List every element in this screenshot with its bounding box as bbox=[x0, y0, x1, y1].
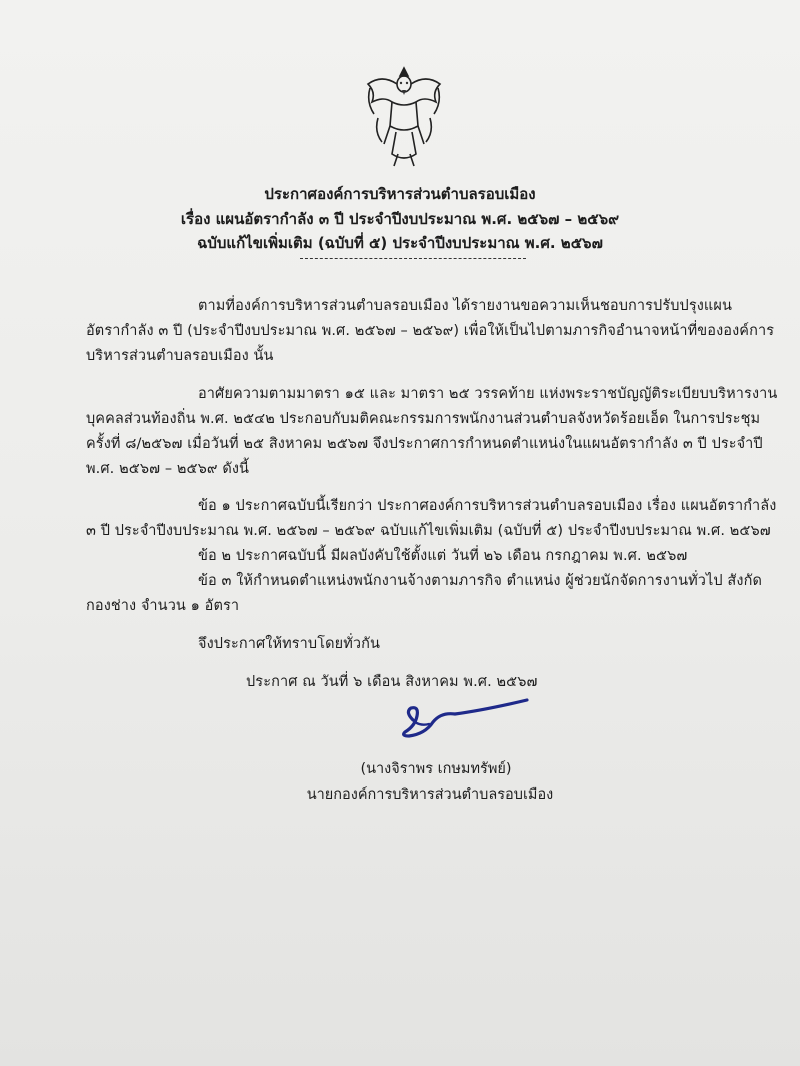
announcement-title: ประกาศองค์การบริหารส่วนตำบลรอบเมือง bbox=[264, 185, 536, 203]
clause-1: ข้อ ๑ ประกาศฉบับนี้เรียกว่า ประกาศองค์การบริหารส่วนตำบลรอบเมือง เรื่อง แผนอัตรากำลัง bbox=[198, 498, 777, 514]
announcement-edition: ฉบับแก้ไขเพิ่มเติม (ฉบับที่ ๕) ประจำปีงบประมาณ พ.ศ. ๒๕๖๗ bbox=[197, 234, 603, 252]
header-divider bbox=[300, 258, 526, 259]
body-line: บุคคลส่วนท้องถิ่น พ.ศ. ๒๕๔๒ ประกอบกับมติคณะกรรมการพนักงานส่วนตำบลจังหวัดร้อยเอ็ด ในการประชุม bbox=[86, 411, 761, 427]
clause-1: ๓ ปี ประจำปีงบประมาณ พ.ศ. ๒๕๖๗ – ๒๕๖๙ ฉบับแก้ไขเพิ่มเติม (ฉบับที่ ๕) ประจำปีงบประมาณ พ.ศ. ๒๕๖๗ bbox=[86, 523, 771, 539]
announcement-subject: เรื่อง แผนอัตรากำลัง ๓ ปี ประจำปีงบประมาณ พ.ศ. ๒๕๖๗ – ๒๕๖๙ bbox=[180, 210, 620, 228]
clause-3: กองช่าง จำนวน ๑ อัตรา bbox=[86, 598, 240, 614]
signatory-name: (นางจิราพร เกษมทรัพย์) bbox=[360, 761, 512, 777]
body-line: พ.ศ. ๒๕๖๗ – ๒๕๖๙ ดังนี้ bbox=[86, 461, 250, 477]
body-line: อาศัยความตามมาตรา ๑๕ และ มาตรา ๒๕ วรรคท้าย แห่งพระราชบัญญัติระเบียบบริหารงาน bbox=[198, 386, 778, 402]
body-line: อัตรากำลัง ๓ ปี (ประจำปีงบประมาณ พ.ศ. ๒๕๖๗ – ๒๕๖๙) เพื่อให้เป็นไปตามภารกิจอำนาจหน้าที่ขององค์การ bbox=[86, 323, 775, 339]
body-line: ครั้งที่ ๘/๒๕๖๗ เมื่อวันที่ ๒๕ สิงหาคม ๒๕๖๗ จึงประกาศการกำหนดตำแหน่งในแผนอัตรากำลัง ๓ ปี ประจำปี bbox=[86, 436, 763, 452]
clause-2: ข้อ ๒ ประกาศฉบับนี้ มีผลบังคับใช้ตั้งแต่ วันที่ ๒๖ เดือน กรกฎาคม พ.ศ. ๒๕๖๗ bbox=[198, 548, 688, 564]
body-line: บริหารส่วนตำบลรอบเมือง นั้น bbox=[86, 348, 274, 364]
closing-line: จึงประกาศให้ทราบโดยทั่วกัน bbox=[198, 636, 381, 652]
clause-3: ข้อ ๓ ให้กำหนดตำแหน่งพนักงานจ้างตามภารกิจ ตำแหน่ง ผู้ช่วยนักจัดการงานทั่วไป สังกัด bbox=[198, 573, 762, 589]
handwritten-signature bbox=[395, 698, 535, 748]
date-line: ประกาศ ณ วันที่ ๖ เดือน สิงหาคม พ.ศ. ๒๕๖๗ bbox=[246, 674, 538, 690]
signatory-position: นายกองค์การบริหารส่วนตำบลรอบเมือง bbox=[306, 787, 554, 803]
body-line: ตามที่องค์การบริหารส่วนตำบลรอบเมือง ได้รายงานขอความเห็นชอบการปรับปรุงแผน bbox=[198, 298, 732, 314]
garuda-emblem-icon bbox=[362, 62, 446, 170]
